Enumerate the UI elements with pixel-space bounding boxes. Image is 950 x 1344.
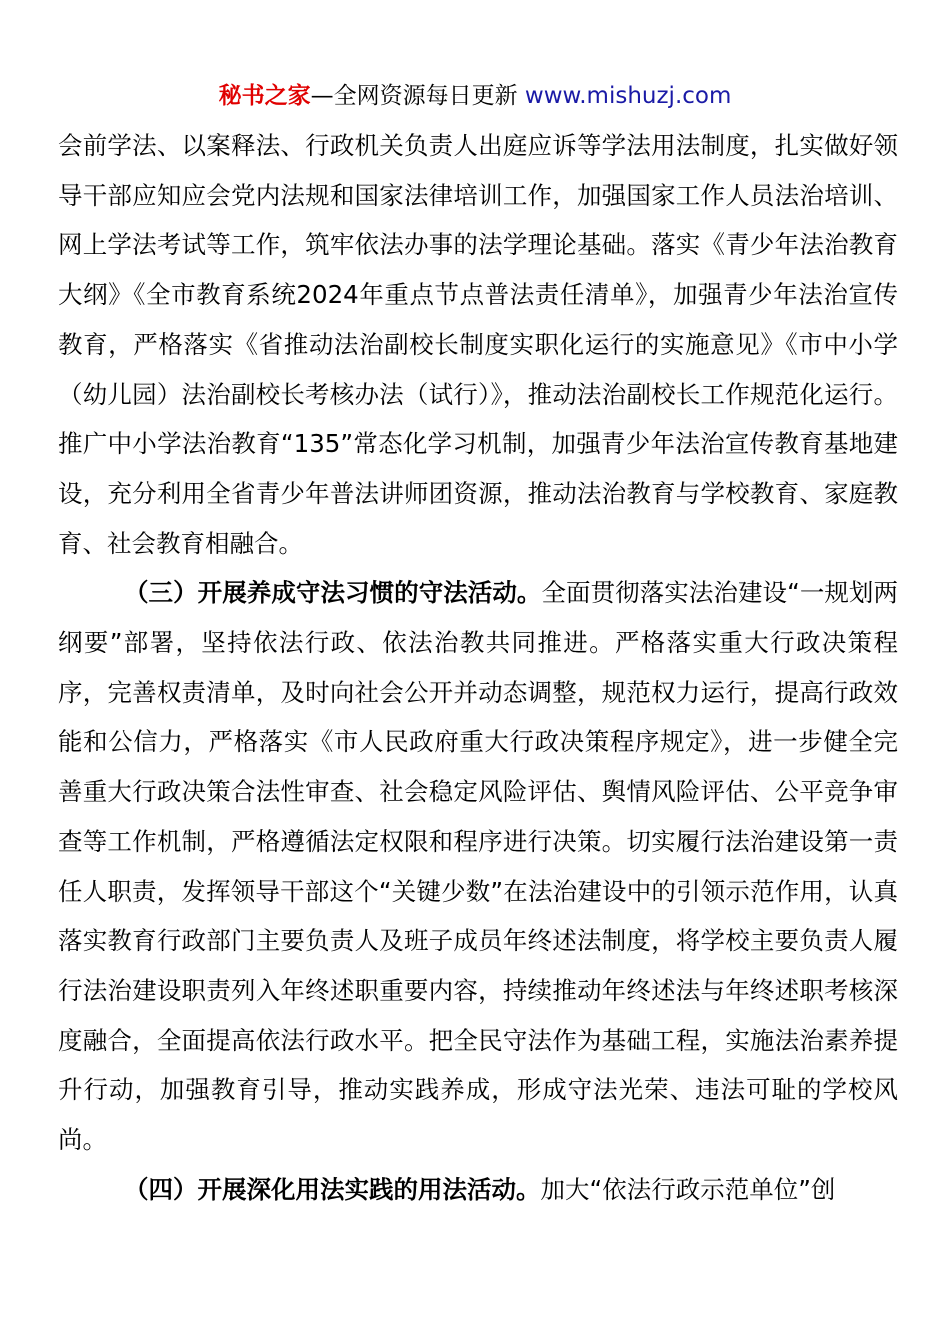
paragraph-section-4 (58, 1165, 898, 1215)
section-heading: （三）开展养成守法习惯的守法活动。 (124, 578, 542, 608)
paragraph-continued (58, 121, 898, 568)
brand-name: 秘书之家 (218, 83, 311, 109)
paragraph-text: 全面贯彻落实法治建设“一规划两纲要”部署，坚持依法行政、依法治教共同推进。严格落实重大行政决策程序，完善权责清单，及时向社会公开并动态调整，规范权力运行，提高行政效能和公信力，严格落实《市人民政府重大行政决策程序规定》，进一步健全完善重大行政决策合法性审查、社会稳定风险评估、舆情风险评估、公平竞争审查等工作机制，严格遵循法定权限和程序进行决策。切实履行法治建设第一责任人职责，发挥领导干部这个“关键少数”在法治建设中的引领示范作用，认真落实教育行政部门主要负责人及班子成员年终述法制度，将学校主要负责人履行法治建设职责列入年终述职重要内容，持续推动年终述法与年终述职考核深度融合，全面提高依法行政水平。把全民守法作为基础工程，实施法治素养提升行动，加强教育引导，推动实践养成，形成守法光荣、违法可耻的学校风尚。 (58, 578, 898, 1155)
paragraph-section-3 (58, 568, 898, 1164)
page-header (0, 80, 950, 112)
header-tagline: —全网资源每日更新 (310, 83, 518, 109)
paragraph-text: 会前学法、以案释法、行政机关负责人出庭应诉等学法用法制度，扎实做好领导干部应知应会党内法规和国家法律培训工作，加强国家工作人员法治培训、网上学法考试等工作，筑牢依法办事的法学理论基础。落实《青少年法治教育大纲》《全市教育系统2024年重点节点普法责任清单》，加强青少年法治宣传教育，严格落实《省推动法治副校长制度实职化运行的实施意见》《市中小学（幼儿园）法治副校长考核办法（试行）》，推动法治副校长工作规范化运行。推广中小学法治教育“135”常态化学习机制，加强青少年法治宣传教育基地建设，充分利用全省青少年普法讲师团资源，推动法治教育与学校教育、家庭教育、社会教育相融合。 (58, 131, 898, 558)
section-heading: （四）开展深化用法实践的用法活动。 (124, 1174, 541, 1204)
paragraph-text: 加大“依法行政示范单位”创 (540, 1174, 836, 1204)
website-url[interactable]: www.mishuzj.com (524, 83, 732, 109)
document-body (58, 121, 898, 1214)
